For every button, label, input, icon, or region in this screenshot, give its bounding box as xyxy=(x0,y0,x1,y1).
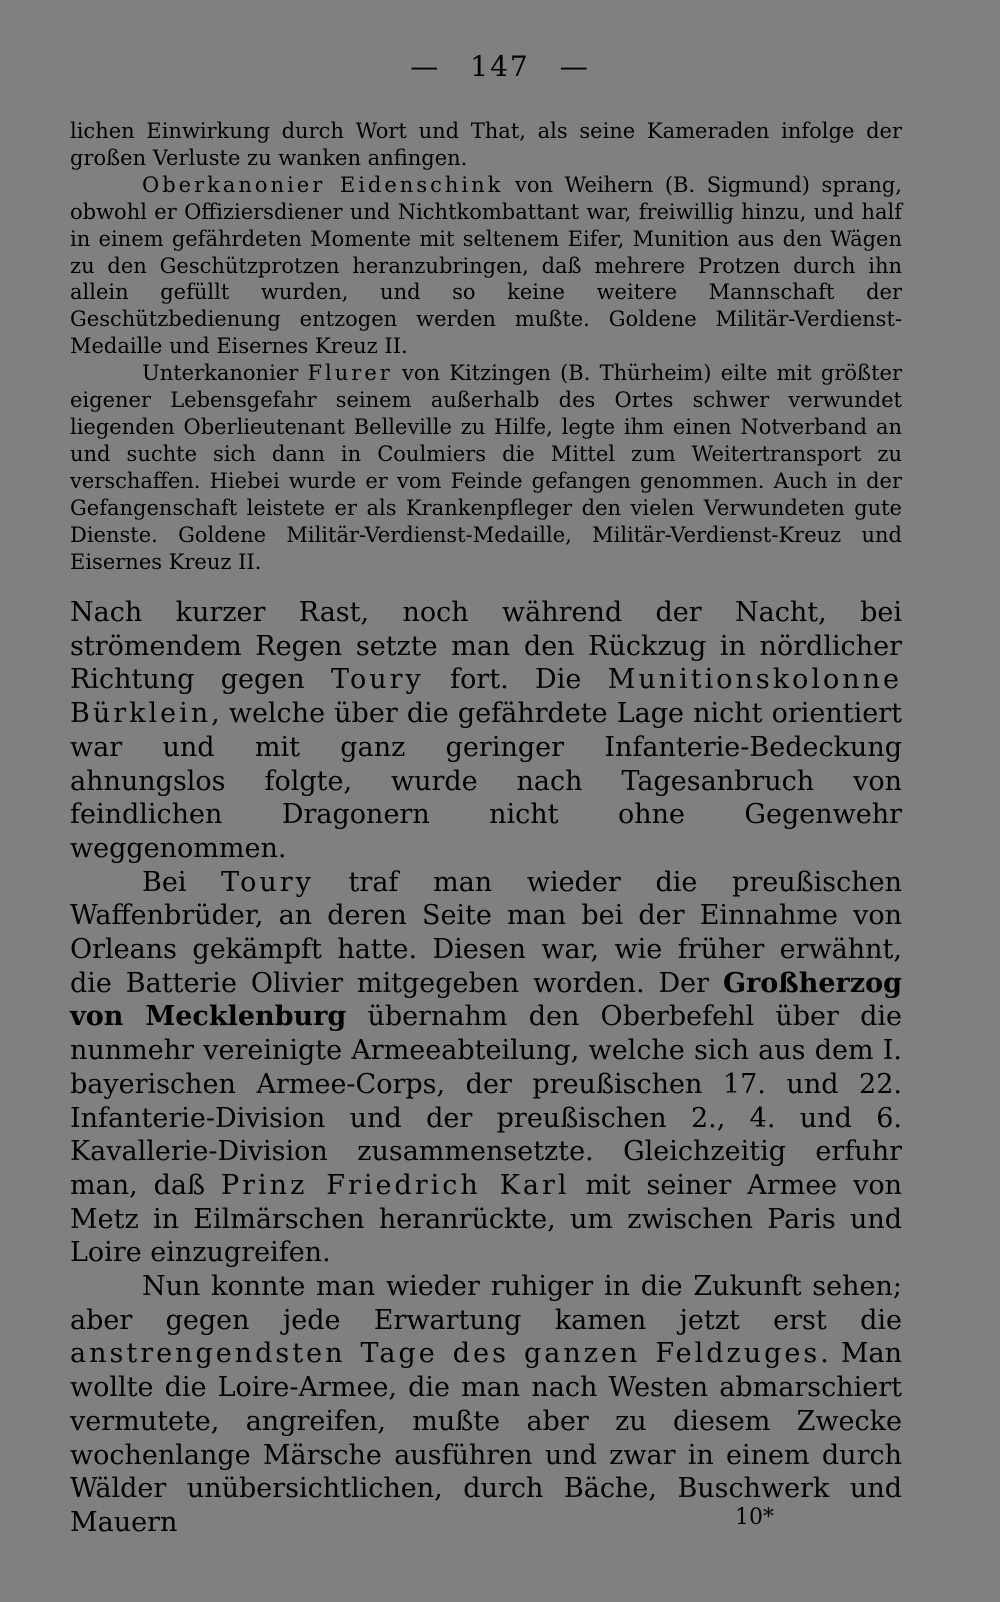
citation-text-eidenschink: von Weihern (B. Sigmund) sprang, obwohl er Offiziersdiener und Nichtkombattant war, freiwillig hinzu, und half in einem gefährdeten Momente mit seltenem Eifer, Munition aus den Wägen zu den Geschützprotzen heranzubringen, daß mehrere Protzen durch ihn allein gefüllt wurden, und so keine weitere Mannschaft der Geschützbedienung entzogen werden mußte. Goldene Militär-Verdienst-Medaille und Eisernes Kreuz II. xyxy=(70,172,902,359)
unit-munitionskolonne: Munitionskolonne Bürklein xyxy=(70,664,902,730)
place-toury-2: Toury xyxy=(221,866,314,898)
paragraph-future xyxy=(70,1270,902,1540)
citation-paragraph-eidenschink xyxy=(70,172,902,360)
citation-text-flurer: von Kitzingen (B. Thürheim) eilte mit größter eigener Lebensgefahr seinem außerhalb des Ortes schwer verwundet liegenden Oberlieutenant Belleville zu Hilfe, legte ihm einen Notverband an und suchte sich dann in Coulmiers die Mittel zum Weitertransport zu verschaffen. Hiebei wurde er vom Feinde gefangen genommen. Auch in der Gefangenschaft leistete er als Krankenpfleger den vielen Verwundeten gute Dienste. Goldene Militär-Verdienst-Medaille, Militär-Verdienst-Kreuz und Eisernes Kreuz II. xyxy=(70,361,902,574)
citation-paragraph-continuation: lichen Einwirkung durch Wort und That, als seine Kameraden infolge der großen Verluste zu wanken anfingen. xyxy=(70,119,902,170)
page-header xyxy=(0,50,1000,83)
text-span: Bei xyxy=(142,866,222,898)
paragraph-toury xyxy=(70,866,902,1270)
citation-rank-flurer: Unterkanonier xyxy=(142,361,308,386)
citation-name-flurer: Flurer xyxy=(307,361,393,386)
page-number: 147 xyxy=(470,50,530,83)
text-span: Nun konnte man wieder ruhiger in die Zukunft sehen; aber gegen jede Erwartung kamen jetzt erst die xyxy=(70,1271,902,1336)
text-span: übernahm den Oberbefehl über die nunmehr vereinigte Armeeabteilung, welche sich aus dem I. bayerischen Armee-Corps, der preußischen 17. und 22. Infanterie-Division und der preußischen 2., 4. und 6. Kavallerie-Division zusammensetzte. Gleichzeitig erfuhr man, daß xyxy=(70,1001,902,1201)
citation-paragraph-flurer xyxy=(70,360,902,575)
text-span: traf man wieder die preußischen Waffenbrüder, an deren Seite man bei der Einnahme von Orleans gekämpft hatte. Diesen war, wie früher erwähnt, die Batterie Olivier mitgegeben worden. Der xyxy=(70,866,902,999)
sheet-signature: 10* xyxy=(735,1505,774,1530)
award-citations xyxy=(70,118,902,575)
name-prinz-friedrich-karl: Prinz Friedrich Karl xyxy=(220,1169,570,1201)
header-dash-left: — xyxy=(410,50,441,83)
citation-name-eidenschink: Oberkanonier Eidenschink xyxy=(142,172,504,197)
text-span: Nach kurzer Rast, noch während der Nacht, bei strömendem Regen setzte man den Rückzug in nördlicher Richtung gegen xyxy=(70,597,902,696)
header-dash-right: — xyxy=(559,50,590,83)
main-text xyxy=(70,596,902,1540)
text-span: . Man wollte die Loire-Armee, die man nach Westen abmarschiert vermutete, angreifen, mußte aber zu diesem Zwecke wochenlange Märsche ausführen und zwar in einem durch Wälder unübersichtlichen, durch Bäche, Buschwerk und Mauern xyxy=(70,1338,902,1538)
name-grossherzog: Großherzog von Mecklenburg xyxy=(70,967,902,1033)
text-span: mit seiner Armee von Metz in Eilmärschen heranrückte, um zwischen Paris und Loire einzugreifen. xyxy=(70,1169,902,1269)
text-span: , welche über die gefährdete Lage nicht orientiert war und mit ganz geringer Infanterie-Bedeckung ahnungslos folgte, wurde nach Tagesanbruch von feindlichen Dragonern nicht ohne Gegenwehr weggenommen. xyxy=(70,698,902,864)
paragraph-retreat xyxy=(70,596,902,866)
phrase-anstrengendsten-tage: anstrengendsten Tage des ganzen Feldzuges xyxy=(70,1338,821,1370)
text-span: fort. Die xyxy=(423,664,608,696)
place-toury: Toury xyxy=(331,664,424,696)
